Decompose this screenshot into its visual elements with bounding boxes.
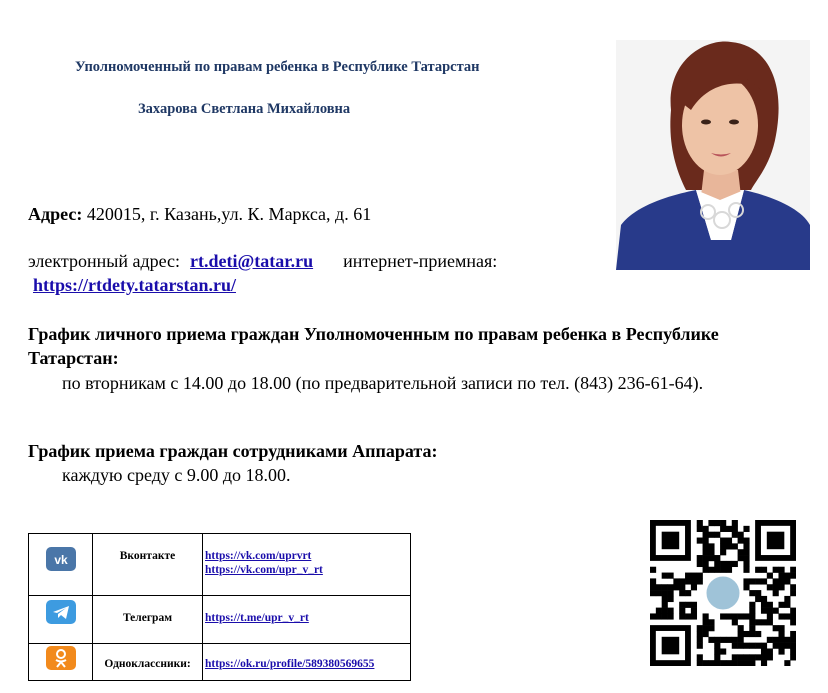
social-links-table <box>28 533 411 681</box>
telegram-link[interactable]: https://t.me/upr_v_rt <box>205 612 309 624</box>
qr-code <box>650 520 796 666</box>
telegram-icon[interactable] <box>46 600 76 624</box>
staff-schedule-text: каждую среду с 9.00 до 18.00. <box>62 465 291 485</box>
email-label: электронный адрес: <box>28 251 181 271</box>
personal-schedule-text: по вторникам с 14.00 до 18.00 (по предварительной записи по тел. (843) 236-61-64). <box>62 373 704 393</box>
social-name-telegram: Телеграм <box>122 612 173 624</box>
social-name-vk: Вконтакте <box>119 550 176 562</box>
social-row-vk <box>29 534 411 596</box>
reception-label: интернет-приемная: <box>343 251 498 271</box>
address-label: Адрес: <box>28 204 83 224</box>
site-line <box>33 275 236 296</box>
ombudsman-portrait-photo <box>616 40 810 270</box>
vk-link-1[interactable]: https://vk.com/uprvrt <box>205 550 312 562</box>
social-row-odnoklassniki <box>29 644 411 681</box>
svg-text:vk: vk <box>53 553 68 567</box>
odnoklassniki-link[interactable]: https://ok.ru/profile/589380569655 <box>205 658 375 670</box>
email-line <box>28 251 497 272</box>
personal-schedule-heading: График личного приема граждан Уполномоченным по правам ребенка в Республике Татарстан: <box>28 324 719 368</box>
address-value: 420015, г. Казань,ул. К. Маркса, д. 61 <box>82 204 372 224</box>
vk-icon[interactable] <box>46 547 76 571</box>
social-name-odnoklassniki: Одноклассники: <box>104 658 191 670</box>
ombudsman-title: Уполномоченный по правам ребенка в Республике Татарстан <box>75 59 480 75</box>
social-row-telegram <box>29 596 411 644</box>
ombudsman-name: Захарова Светлана Михайловна <box>138 101 351 117</box>
reception-site-link[interactable]: https://rtdety.tatarstan.ru/ <box>33 275 236 295</box>
address-line <box>28 204 371 225</box>
odnoklassniki-icon[interactable] <box>46 646 76 670</box>
staff-schedule-heading: График приема граждан сотрудниками Аппарата: <box>28 441 438 461</box>
email-link[interactable]: rt.deti@tatar.ru <box>190 251 314 271</box>
vk-link-2[interactable]: https://vk.com/upr_v_rt <box>205 564 323 576</box>
